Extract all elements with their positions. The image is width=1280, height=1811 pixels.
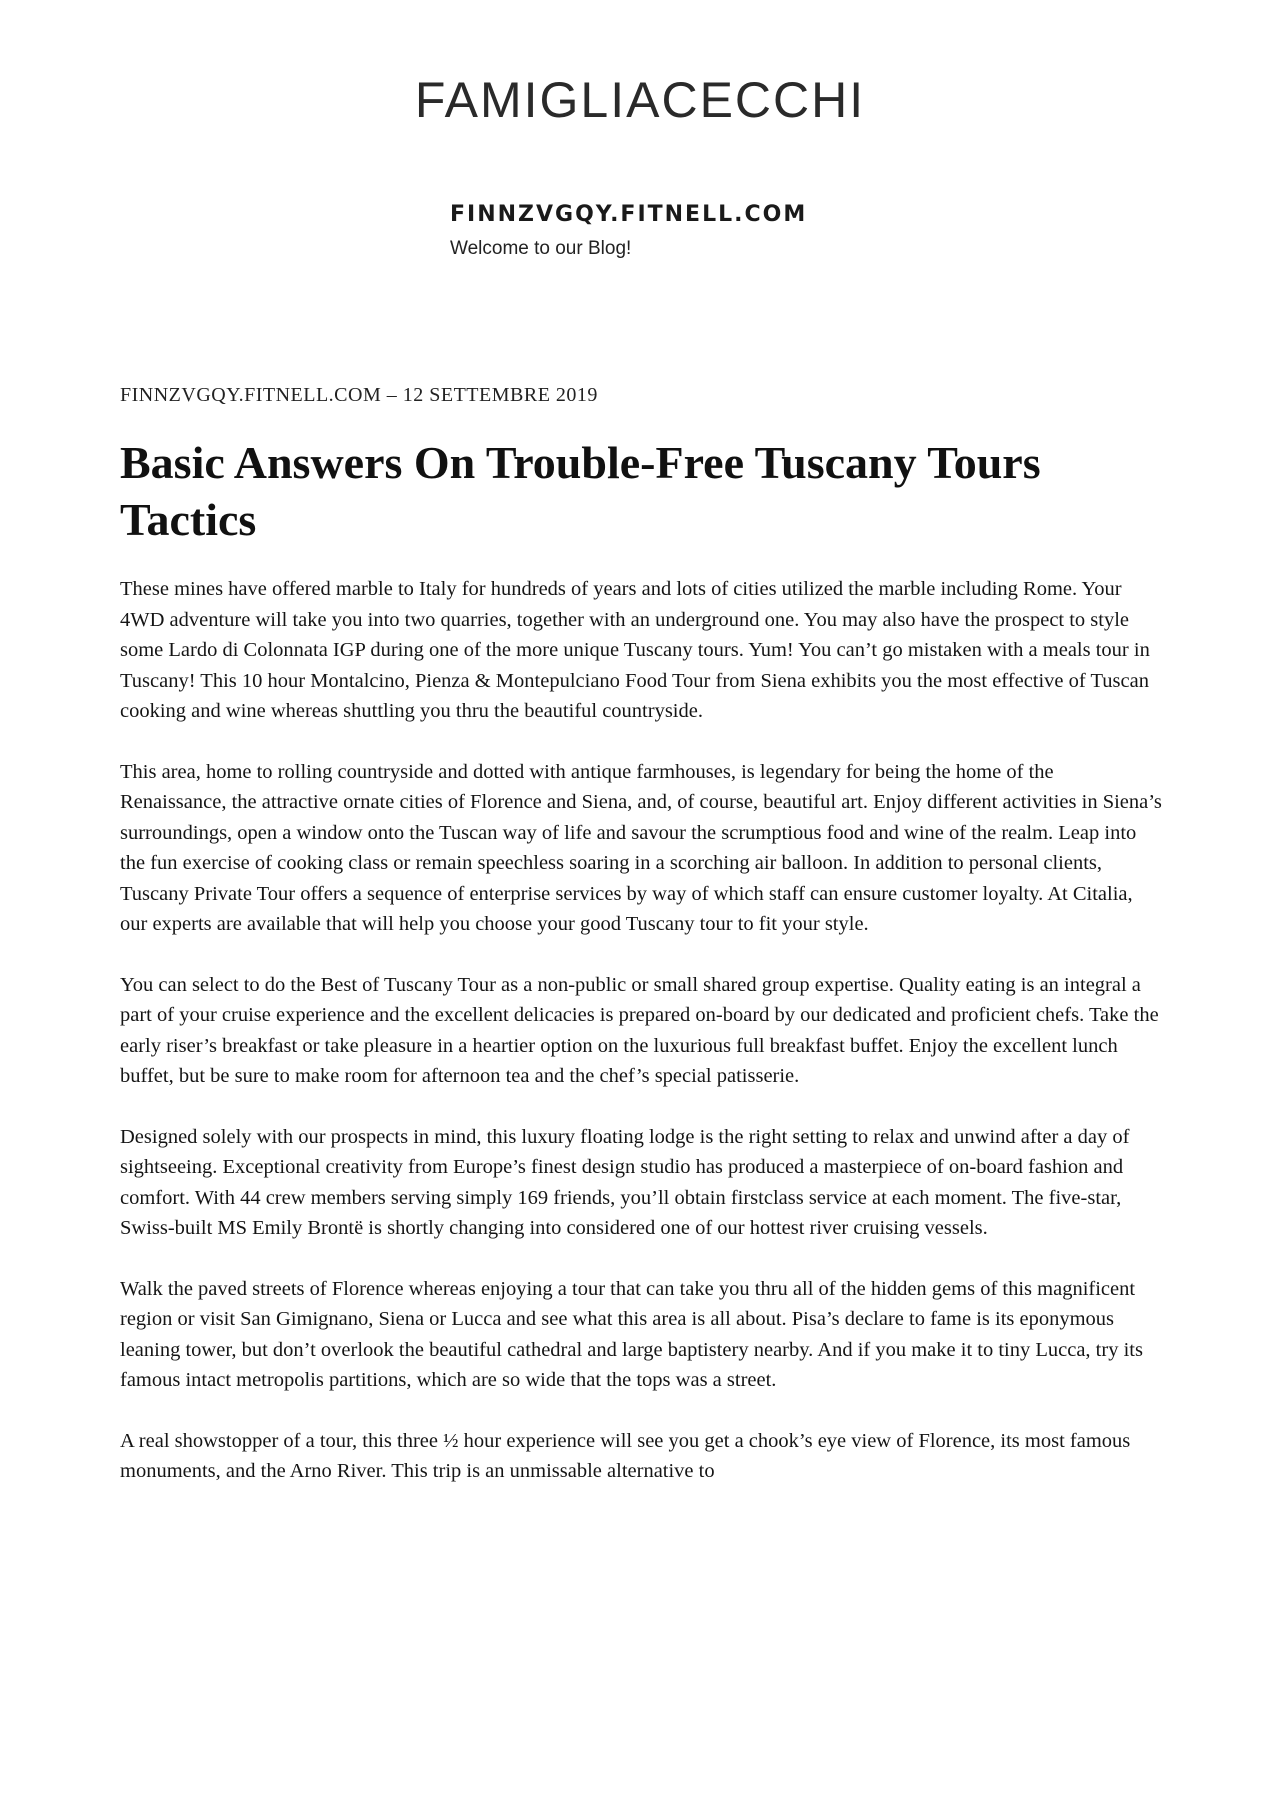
site-name-link[interactable]: FINNZVGQY.FITNELL.COM	[450, 202, 808, 227]
post-paragraph: This area, home to rolling countryside and dotted with antique farmhouses, is legendary for being the home of the Renaissance, the attractive ornate cities of Florence and Siena, and, of course, beautiful art. Enjoy different activities in Siena’s surroundings, open a window onto the Tuscan way of life and savour the scrumptious food and wine of the realm. Leap into the fun exercise of cooking class or remain speechless soaring in a scorching air balloon. In addition to personal clients, Tuscany Private Tour offers a sequence of enterprise services by way of which staff can ensure customer loyalty. At Citalia, our experts are available that will help you choose your good Tuscany tour to fit your style.	[120, 760, 1162, 935]
post-meta: FINNZVGQY.FITNELL.COM – 12 SETTEMBRE 2019	[120, 384, 598, 406]
brand-logo[interactable]: FAMIGLIACECCHI	[414, 72, 866, 128]
post-paragraph: Walk the paved streets of Florence whereas enjoying a tour that can take you thru all of the hidden gems of this magnificent region or visit San Gimignano, Siena or Lucca and see what this area is all about. Pisa’s declare to fame is its eponymous leaning tower, but don’t overlook the beautiful cathedral and large baptistery nearby. And if you make it to tiny Lucca, try its famous intact metropolis partitions, which are so wide that the tops was a street.	[120, 1277, 1143, 1391]
post-paragraph: Designed solely with our prospects in mind, this luxury floating lodge is the right setting to relax and unwind after a day of sightseeing. Exceptional creativity from Europe’s finest design studio has produced a masterpiece of on-board fashion and comfort. With 44 crew members serving simply 169 friends, you’ll obtain firstclass service at each moment. The five-star, Swiss-built MS Emily Brontë is shortly changing into considered one of our hottest river cruising vessels.	[120, 1125, 1130, 1239]
site-header	[450, 200, 1050, 262]
post-title: Basic Answers On Trouble-Free Tuscany Tours Tactics	[120, 437, 1041, 545]
post-paragraph: A real showstopper of a tour, this three ½ hour experience will see you get a chook’s eye view of Florence, its most famous monuments, and the Arno River. This trip is an unmissable alternative to	[120, 1429, 1131, 1482]
post-paragraph: These mines have offered marble to Italy for hundreds of years and lots of cities utilized the marble including Rome. Your 4WD adventure will take you into two quarries, together with an underground one. You may also have the prospect to style some Lardo di Colonnata IGP during one of the more unique Tuscany tours. Yum! You can’t go mistaken with a meals tour in Tuscany! This 10 hour Montalcino, Pienza & Montepulciano Food Tour from Siena exhibits you the most effective of Tuscan cooking and wine whereas shuttling you thru the beautiful countryside.	[120, 578, 1150, 722]
post-paragraph: You can select to do the Best of Tuscany Tour as a non-public or small shared group expertise. Quality eating is an integral a part of your cruise experience and the excellent delicacies is prepared on-board by our dedicated and proficient chefs. Take the early riser’s breakfast or take pleasure in a heartier option on the luxurious full breakfast buffet. Enjoy the excellent lunch buffet, but be sure to make room for afternoon tea and the chef’s special patisserie.	[120, 973, 1159, 1087]
article	[120, 378, 1165, 1517]
site-tagline: Welcome to our Blog!	[450, 238, 632, 259]
